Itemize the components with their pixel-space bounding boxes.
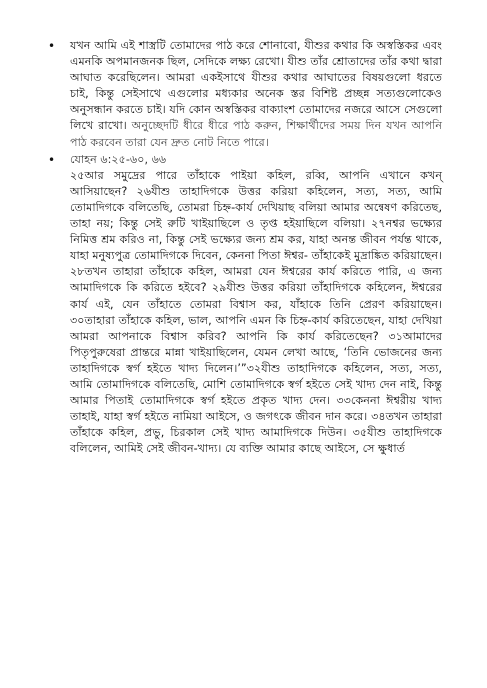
bullet-marker: •	[48, 152, 56, 167]
scripture-reference: যোহন ৬:২৫-৬০, ৬৬	[70, 152, 167, 166]
instructor-note: অনুচ্ছেদটি ধীরে ধীরে পাঠ করুন, শিক্ষার্থীদের সময় দিন যখন আপনি পাঠ করবেন তারা যেন দ্রুত নোট নিতে পারে।	[70, 119, 443, 149]
paragraph-main-text: যখন আমি এই শাস্ত্রটি তোমাদের পাঠ করে শোনাবো, যীশুর কথার কি অস্বস্তিকর এবং এমনকি অপমানজনক ছিল, সেদিকে লক্ষ্য রেখো। যীশু তাঁর শ্রোতাদের তাঁর কথা দ্বারা আঘাত করেছিলেন। আমরা একইসাথে যীশুর কথার আঘাতের বিষয়গুলো ধরতে চাই, কিন্তু সেইসাথে এগুলোর মধ্যকার অনেক স্তর বিশিষ্ট প্রচ্ছন্ন সত্যগুলোকেও অনুসন্ধান করতে চাই। যদি কোন অস্বস্তিকর বাক্যাংশ তোমাদের নজরে আসে সেগুলো লিখে রাখো।	[70, 39, 442, 133]
list-item	[48, 38, 443, 151]
scripture-passage: ২৫আর সমুদ্রের পারে তাঁহাকে পাইয়া কহিল, রব্বি, আপনি এখানে কখন্ আসিয়াছেন? ২৬যীশু তাহাদিগকে উত্তর করিয়া কহিলেন, সত্য, সত্য, আমি তোমাদিগকে বলিতেছি, তোমরা চিহ্ন-কার্য দেখিয়াছ বলিয়া আমার অন্বেষণ করিতেছ, তাহা নয়; কিন্তু সেই রুটি খাইয়াছিলে ও তৃপ্ত হইয়াছিলে বলিয়া। ২৭নশ্বর ভক্ষ্যের নিমিত্ত শ্রম করিও না, কিন্তু সেই ভক্ষ্যের জন্য শ্রম কর, যাহা অনন্ত জীবন পর্যন্ত থাকে, যাহা মনুষ্যপুত্র তোমাদিগকে দিবেন, কেননা পিতা ঈশ্বর- তাঁহাকেই মুদ্রাঙ্কিত করিয়াছেন। ২৮তখন তাহারা তাঁহাকে কহিল, আমরা যেন ঈশ্বরের কার্য করিতে পারি, এ জন্য আমাদিগকে কি করিতে হইবে? ২৯যীশু উত্তর করিয়া তাঁহাদিগকে কহিলেন, ঈশ্বরের কার্য এই, যেন তাঁহাতে তোমরা বিশ্বাস কর, যাঁহাকে তিনি প্রেরণ করিয়াছেন। ৩০তাহারা তাঁহাকে কহিল, ভাল, আপনি এমন কি চিহ্ন-কার্য করিতেছেন, যাহা দেখিয়া আমরা আপনাকে বিশ্বাস করিব? আপনি কি কার্য করিতেছেন? ৩১আমাদের পিতৃপুরুষেরা প্রান্তরে মান্না খাইয়াছিলেন, যেমন লেখা আছে, ‘তিনি ভোজনের জন্য তাহাদিগকে স্বর্গ হইতে খাদ্য দিলেন।’”৩২যীশু তাহাদিগকে কহিলেন, সত্য, সত্য, আমি তোমাদিগকে বলিতেছি, মোশি তোমাদিগকে স্বর্গ হইতে সেই খাদ্য দেন নাই, কিন্তু আমার পিতাই তোমাদিগকে স্বর্গ হইতে প্রকৃত খাদ্য দেন। ৩৩কেননা ঈশ্বরীয় খাদ্য তাহাই, যাহা স্বর্গ হইতে নামিয়া আইসে, ও জগৎকে জীবন দান করে। ৩৪তখন তাহারা তাঁহাকে কহিল, প্রভু, চিরকাল সেই খাদ্য আমাদিগকে দিউন। ৩৫যীশু তাহাদিগকে বলিলেন, আমিই সেই জীবন-খাদ্য। যে ব্যক্তি আমার কাছে আইসে, সে ক্ষুধার্ত	[70, 168, 442, 456]
bullet-list	[48, 38, 443, 457]
bullet-marker: •	[48, 39, 56, 53]
list-item	[48, 152, 442, 458]
